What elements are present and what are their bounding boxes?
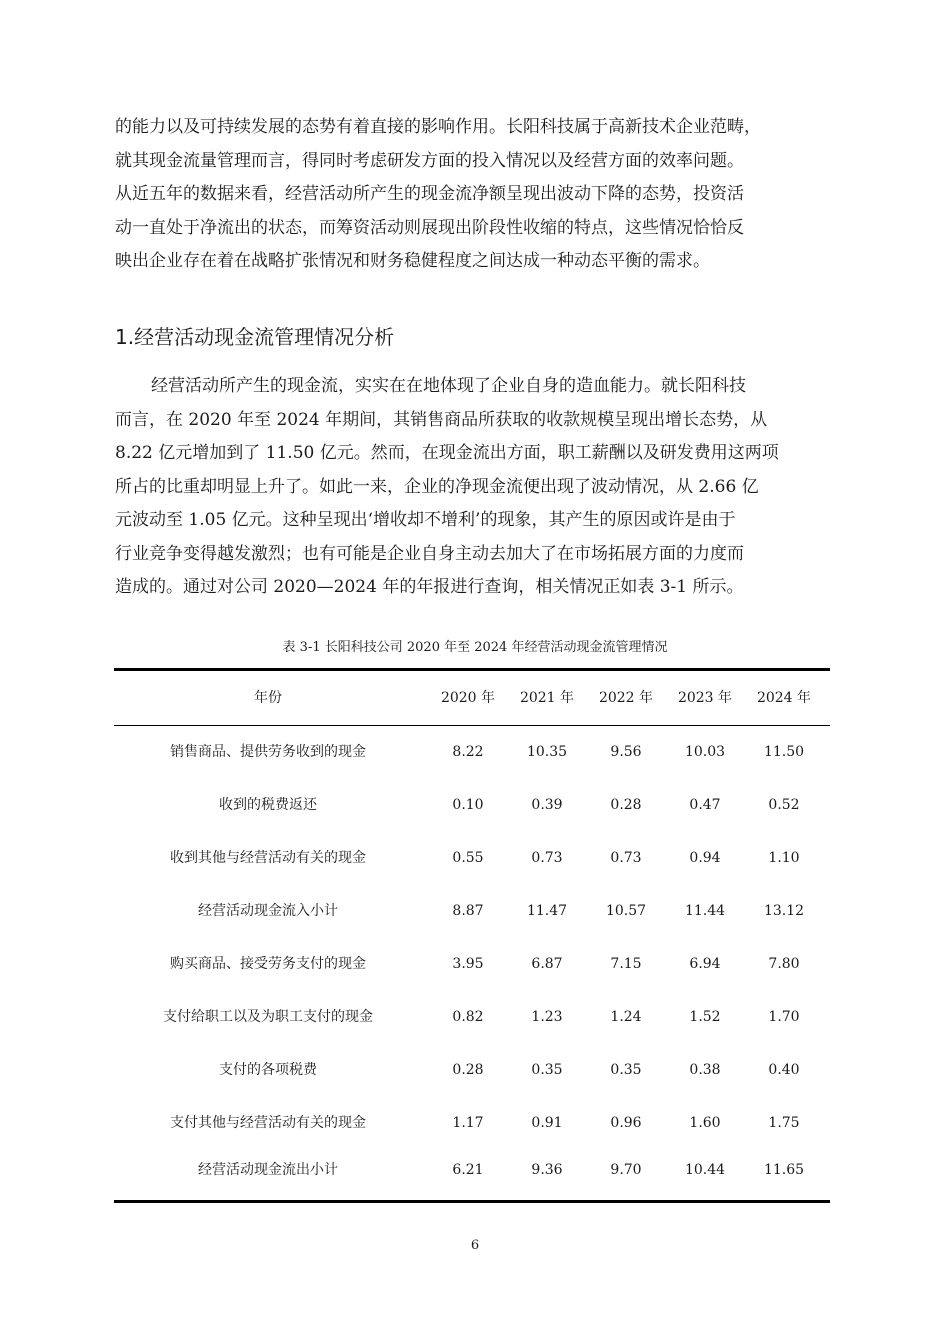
header-cell: 2020 年	[440, 690, 496, 706]
table-cell: 10.57	[605, 903, 647, 919]
table-row	[114, 726, 830, 779]
table-cell: 9.70	[610, 1162, 642, 1178]
table-row	[114, 832, 830, 885]
text-line: 经营活动所产生的现金流，实实在在地体现了企业自身的造血能力。就长阳科技	[151, 376, 746, 396]
row-label: 经营活动现金流出小计	[198, 1162, 338, 1178]
table-cell: 0.47	[689, 797, 721, 813]
table-cell: 6.21	[452, 1162, 484, 1178]
table-cell: 11.50	[763, 744, 805, 760]
table-cell: 1.10	[768, 850, 800, 866]
table-cell: 0.94	[689, 850, 721, 866]
header-cell: 2024 年	[756, 690, 812, 706]
text-line: 所占的比重却明显上升了。如此一来，企业的净现金流便出现了波动情况，从 2.66 亿	[115, 476, 759, 497]
table-row	[114, 938, 830, 991]
table-cell: 0.55	[452, 850, 484, 866]
table-cell: 11.47	[526, 903, 568, 919]
table-cell: 7.15	[610, 956, 642, 972]
text-line: 就其现金流量管理而言，得同时考虑研发方面的投入情况以及经营方面的效率问题。	[115, 150, 744, 171]
table-bottom-rule	[114, 1200, 830, 1203]
table-cell: 10.44	[684, 1162, 726, 1178]
text-line: 的能力以及可持续发展的态势有着直接的影响作用。长阳科技属于高新技术企业范畴，	[115, 117, 761, 137]
table-row	[114, 991, 830, 1044]
table-cell: 9.56	[610, 744, 642, 760]
table-cell: 3.95	[452, 956, 484, 972]
table-cell: 7.80	[768, 956, 800, 972]
header-cell: 2022 年	[598, 690, 654, 706]
body-paragraph-2	[115, 370, 837, 605]
table-row	[114, 1044, 830, 1097]
table-cell: 0.35	[610, 1062, 642, 1078]
table-cell: 8.87	[452, 903, 484, 919]
table-cell: 1.75	[768, 1115, 800, 1131]
row-label: 经营活动现金流入小计	[198, 903, 338, 919]
table-row	[114, 1097, 830, 1150]
text-line: 映出企业存在着在战略扩张情况和财务稳健程度之间达成一种动态平衡的需求。	[115, 251, 710, 271]
table-cell: 0.28	[452, 1062, 484, 1078]
table-cell: 10.35	[526, 744, 568, 760]
table-row	[114, 779, 830, 832]
text-line: 造成的。通过对公司 2020—2024 年的年报进行查询，相关情况正如表 3-1 所示。	[115, 577, 744, 597]
table-cell: 0.73	[610, 850, 642, 866]
table-cell: 0.82	[452, 1009, 484, 1025]
header-cell: 年份	[254, 690, 282, 706]
table-cell: 0.73	[531, 850, 563, 866]
body-paragraph-1	[115, 111, 837, 279]
text-line: 行业竞争变得越发激烈；也有可能是企业自身主动去加大了在市场拓展方面的力度而	[115, 543, 744, 564]
table-cell: 8.22	[452, 744, 484, 760]
row-label: 购买商品、接受劳务支付的现金	[170, 956, 366, 972]
table-header-row	[114, 671, 830, 725]
page-number: 6	[470, 1238, 480, 1253]
row-label: 支付其他与经营活动有关的现金	[170, 1115, 366, 1131]
table-cell: 0.91	[531, 1115, 563, 1131]
text-line: 8.22 亿元增加到了 11.50 亿元。然而，在现金流出方面，职工薪酬以及研发费用这两项	[115, 443, 779, 463]
header-cell: 2023 年	[677, 690, 733, 706]
table-cell: 0.10	[452, 797, 484, 813]
table-cell: 10.03	[684, 744, 726, 760]
table-cell: 0.39	[531, 797, 563, 813]
table-cell: 13.12	[763, 903, 805, 919]
table-cell: 1.52	[689, 1009, 721, 1025]
section-heading: 1.经营活动现金流管理情况分析	[115, 325, 395, 349]
table-cell: 1.23	[531, 1009, 563, 1025]
table-cell: 9.36	[531, 1162, 563, 1178]
text-line: 动一直处于净流出的状态，而筹资活动则展现出阶段性收缩的特点，这些情况恰恰反	[115, 217, 744, 238]
table-cell: 1.17	[452, 1115, 484, 1131]
table-cell: 11.44	[684, 903, 726, 919]
table-row	[114, 885, 830, 938]
table-cell: 0.35	[531, 1062, 563, 1078]
table-cell: 0.28	[610, 797, 642, 813]
table-cell: 0.38	[689, 1062, 721, 1078]
text-line: 从近五年的数据来看，经营活动所产生的现金流净额呈现出波动下降的态势，投资活	[115, 184, 744, 204]
table-cell: 1.24	[610, 1009, 642, 1025]
table-cell: 0.40	[768, 1062, 800, 1078]
text-line: 而言，在 2020 年至 2024 年期间，其销售商品所获取的收款规模呈现出增长态势，从	[115, 409, 768, 430]
table-cell: 6.94	[689, 956, 721, 972]
table-cell: 0.52	[768, 797, 800, 813]
table-cell: 1.70	[768, 1009, 800, 1025]
table-cell: 0.96	[610, 1115, 642, 1131]
row-label: 收到的税费返还	[219, 797, 317, 813]
row-label: 销售商品、提供劳务收到的现金	[170, 744, 366, 760]
table-caption: 表 3-1 长阳科技公司 2020 年至 2024 年经营活动现金流管理情况	[282, 640, 668, 655]
row-label: 收到其他与经营活动有关的现金	[170, 850, 366, 866]
row-label: 支付的各项税费	[219, 1062, 317, 1078]
header-cell: 2021 年	[519, 690, 575, 706]
table-cell: 11.65	[763, 1162, 805, 1178]
table-cell: 6.87	[531, 956, 563, 972]
table-row	[114, 1144, 830, 1197]
text-line: 元波动至 1.05 亿元。这种呈现出‘增收却不增利’的现象，其产生的原因或许是由于	[115, 510, 736, 530]
row-label: 支付给职工以及为职工支付的现金	[163, 1009, 373, 1025]
table-cell: 1.60	[689, 1115, 721, 1131]
